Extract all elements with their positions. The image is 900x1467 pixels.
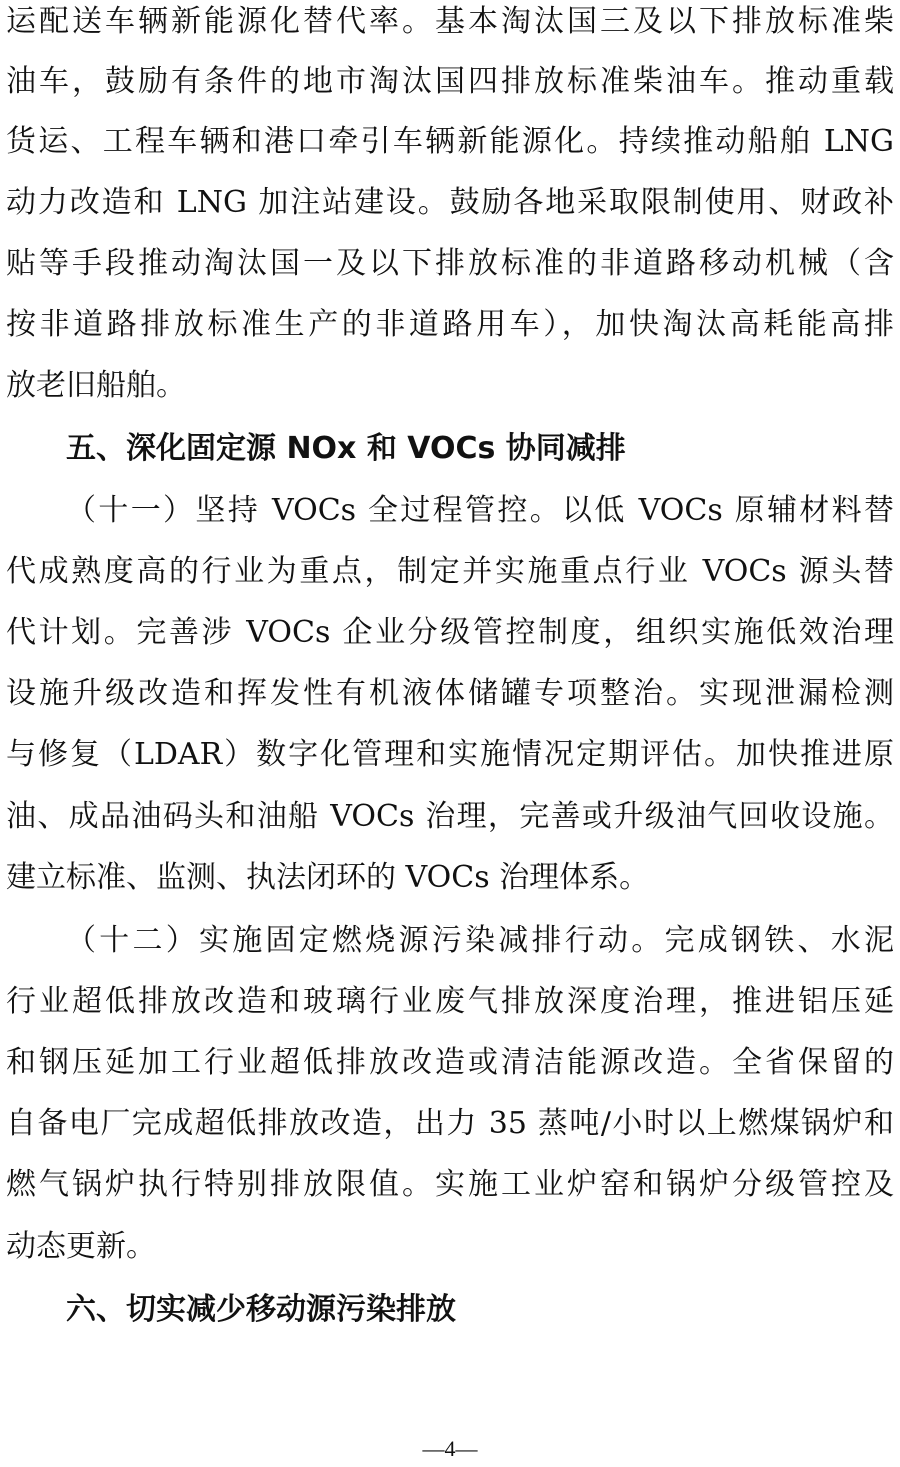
text-line: 动态更新。: [6, 1229, 156, 1264]
text-line: 行业超低排放改造和玻璃行业废气排放深度治理，推进铝压延: [6, 984, 894, 1019]
section-heading-6: 六、切实减少移动源污染排放: [66, 1292, 456, 1327]
text-line: 放老旧船舶。: [6, 368, 186, 403]
text-line: 设施升级改造和挥发性有机液体储罐专项整治。实现泄漏检测: [6, 676, 894, 711]
text-line: 和钢压延加工行业超低排放改造或清洁能源改造。全省保留的: [6, 1045, 894, 1080]
text-line: 建立标准、监测、执法闭环的 VOCs 治理体系。: [6, 860, 650, 895]
text-line: 按非道路排放标准生产的非道路用车），加快淘汰高耗能高排: [6, 307, 894, 342]
text-line: 贴等手段推动淘汰国一及以下排放标准的非道路移动机械（含: [6, 246, 894, 281]
text-line: 油车，鼓励有条件的地市淘汰国四排放标准柴油车。推动重载: [6, 64, 894, 99]
text-line: 运配送车辆新能源化替代率。基本淘汰国三及以下排放标准柴: [6, 4, 894, 39]
text-line: 代计划。完善涉 VOCs 企业分级管控制度，组织实施低效治理: [6, 615, 894, 650]
text-line: 代成熟度高的行业为重点，制定并实施重点行业 VOCs 源头替: [6, 554, 894, 589]
page-number: —4—: [422, 1436, 478, 1461]
text-line: 油、成品油码头和油船 VOCs 治理，完善或升级油气回收设施。: [6, 799, 894, 834]
text-line: 燃气锅炉执行特别排放限值。实施工业炉窑和锅炉分级管控及: [6, 1167, 894, 1202]
text-line: （十二）实施固定燃烧源污染减排行动。完成钢铁、水泥: [66, 923, 894, 958]
section-heading-5: 五、深化固定源 NOx 和 VOCs 协同减排: [66, 431, 626, 466]
text-line: 与修复（LDAR）数字化管理和实施情况定期评估。加快推进原: [6, 737, 894, 772]
text-line: 货运、工程车辆和港口牵引车辆新能源化。持续推动船舶 LNG: [6, 124, 894, 159]
text-line: 自备电厂完成超低排放改造，出力 35 蒸吨/小时以上燃煤锅炉和: [6, 1106, 894, 1141]
text-line: （十一）坚持 VOCs 全过程管控。以低 VOCs 原辅材料替: [66, 493, 894, 528]
text-line: 动力改造和 LNG 加注站建设。鼓励各地采取限制使用、财政补: [6, 185, 894, 220]
